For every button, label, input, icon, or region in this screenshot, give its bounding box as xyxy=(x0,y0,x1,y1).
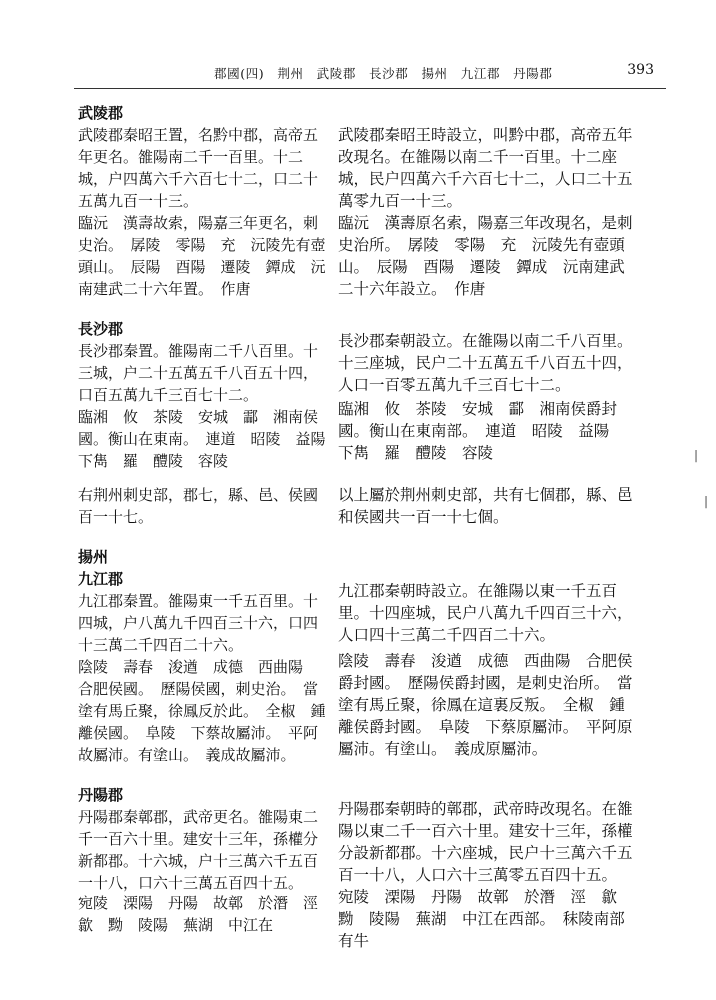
jiujiang-counties: 陰陵 壽春 浚遒 成德 西曲陽 合肥侯國。 歷陽侯國，刺史治。 當塗有馬丘聚，徐鳳反於此。 全椒 鍾離侯國。 阜陵 下蔡故屬沛。 平阿故屬沛。有塗山。 義成故屬沛。 xyxy=(78,658,326,764)
jiujiang-description: 九江郡秦置。雒陽東一千五百里。十四城，户八萬九千四百三十六，口四十三萬二千四百二十六。 xyxy=(78,592,319,654)
heading-jiujiang: 九江郡 xyxy=(78,570,124,588)
heading-wuling: 武陵郡 xyxy=(78,104,124,122)
changsha-counties-translation: 臨湘 攸 茶陵 安城 酃 湘南侯爵封國。衡山在東南部。 連道 昭陵 益陽 下雋 羅 醴陵 容陵 xyxy=(338,400,625,462)
original-text-column xyxy=(78,94,341,984)
jingzhou-summary-translation: 以上屬於荆州刺史部，共有七個郡，縣、邑和侯國共一百一十七個。 xyxy=(338,486,633,526)
wuling-translation: 武陵郡秦昭王時設立，叫黔中郡，高帝五年改現名。在雒陽以南二千一百里。十二座城，民户四萬六千六百七十二，人口二十五萬零九百一十三。 xyxy=(338,126,633,210)
danyang-counties-translation: 宛陵 溧陽 丹陽 故鄣 於潛 涇 歙 黝 陵陽 蕪湖 中江在西部。 秣陵南部有牛 xyxy=(338,888,633,950)
wuling-counties: 臨沅 漢壽故索，陽嘉三年更名，刺史治。 孱陵 零陽 充 沅陵先有壺頭山。 辰陽 酉陽 遷陵 鐔成 沅南建武二十六年置。 作唐 xyxy=(78,214,326,298)
jingzhou-summary: 右荆州刺史部，郡七，縣、邑、侯國百一十七。 xyxy=(78,486,319,526)
changsha-counties: 臨湘 攸 茶陵 安城 酃 湘南侯國。衡山在東南。 連道 昭陵 益陽 下雋 羅 醴陵 容陵 xyxy=(78,408,341,470)
margin-mark: | xyxy=(704,494,709,508)
danyang-description: 丹陽郡秦鄣郡，武帝更名。雒陽東二千一百六十里。建安十三年，孫權分新都郡。十六城，户十三萬六千五百一十八，口六十三萬五百四十五。 xyxy=(78,808,319,892)
heading-changsha: 長沙郡 xyxy=(78,320,124,338)
wuling-description: 武陵郡秦昭王置，名黔中郡，高帝五年更名。雒陽南二千一百里。十二城，户四萬六千六百七十二，口二十五萬九百一十三。 xyxy=(78,126,319,210)
changsha-description: 長沙郡秦置。雒陽南二千八百里。十三城，户二十五萬五千八百五十四，口百五萬九千三百七十二。 xyxy=(78,342,319,404)
danyang-translation: 丹陽郡秦朝時的鄣郡，武帝時改現名。在雒陽以東二千一百六十里。建安十三年，孫權分設新都郡。十六座城，民户十三萬六千五百一十八，人口六十三萬零五百四十五。 xyxy=(338,800,633,884)
wuling-counties-translation: 臨沅 漢壽原名索，陽嘉三年改現名，是刺史治所。 孱陵 零陽 充 沅陵先有壺頭山。 辰陽 酉陽 遷陵 鐔成 沅南建武二十六年設立。 作唐 xyxy=(338,214,633,298)
header-rule xyxy=(74,88,666,89)
translation-column xyxy=(338,94,640,984)
jiujiang-counties-translation: 陰陵 壽春 浚遒 成德 西曲陽 合肥侯爵封國。 歷陽侯爵封國，是刺史治所。 當塗有馬丘聚，徐鳳在這裏反叛。 全椒 鍾離侯爵封國。 阜陵 下蔡原屬沛。 平阿原屬沛。有塗山。 義成原屬沛。 xyxy=(338,652,633,758)
danyang-counties: 宛陵 溧陽 丹陽 故鄣 於潛 涇 歙 黝 陵陽 蕪湖 中江在 xyxy=(78,894,334,934)
changsha-translation: 長沙郡秦朝設立。在雒陽以南二千八百里。十三座城，民户二十五萬五千八百五十四，人口一百零五萬九千三百七十二。 xyxy=(338,332,633,394)
heading-danyang: 丹陽郡 xyxy=(78,786,124,804)
heading-yangzhou: 揚州 xyxy=(78,548,109,566)
page-header xyxy=(72,62,672,86)
jiujiang-translation: 九江郡秦朝時設立。在雒陽以東一千五百里。十四座城，民户八萬九千四百三十六，人口四十三萬二千四百二十六。 xyxy=(338,582,633,644)
margin-mark: | xyxy=(694,448,699,462)
page-number: 393 xyxy=(627,62,654,78)
running-title: 郡國(四) 荆州 武陵郡 長沙郡 揚州 九江郡 丹陽郡 xyxy=(214,66,553,81)
